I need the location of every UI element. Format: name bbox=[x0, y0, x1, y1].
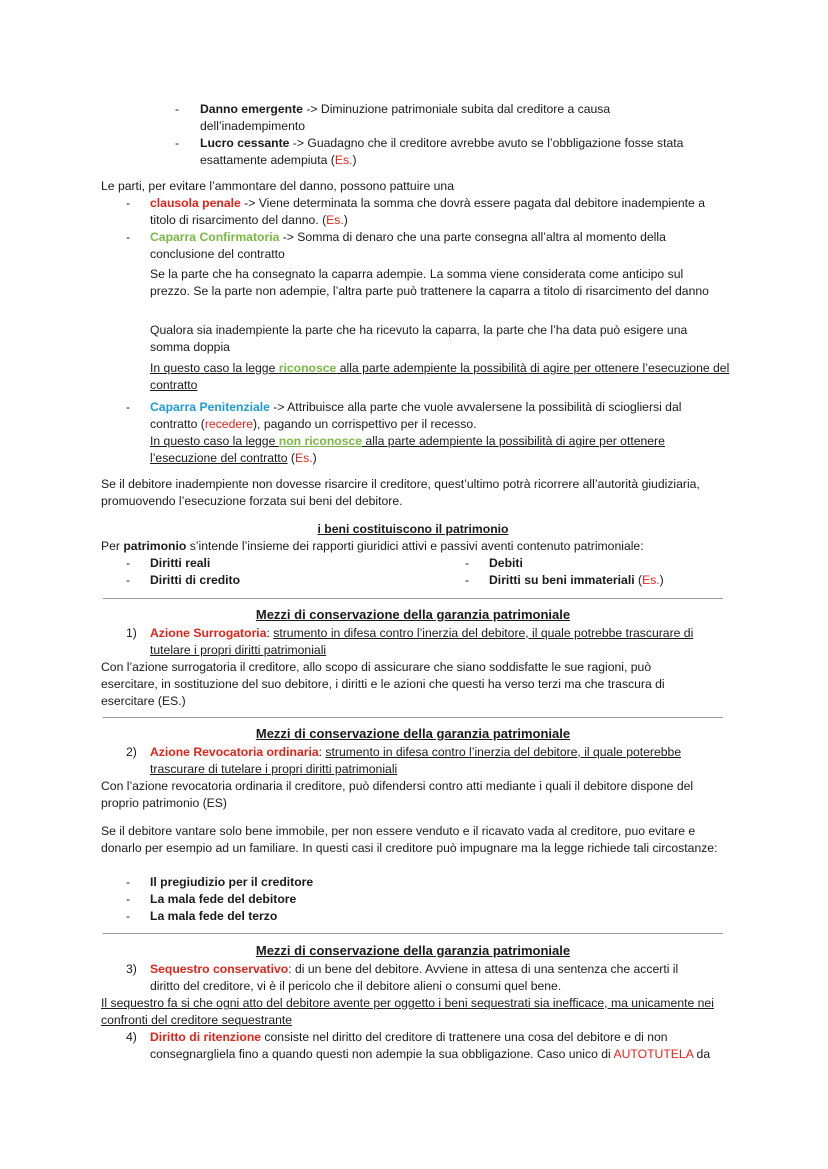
item-number: 2) bbox=[126, 745, 137, 759]
patrimonio-item: Diritti su beni immateriali (Es.) bbox=[489, 573, 664, 587]
lucro-cessante-item: Lucro cessante -> Guadagno che il creditore avrebbe avuto se l’obbligazione fosse stata esattamente adempiuta (Es.) bbox=[200, 136, 684, 167]
item-number: 1) bbox=[126, 626, 137, 640]
caparra-confirmatoria-item bbox=[150, 229, 710, 263]
surrogatoria-paragraph: Con l’azione surrogatoria il creditore, allo scopo di assicurare che siano soddisfatte le sue ragioni, può esercitare, in sostituzione del suo debitore, i diritti e le azioni che questi ha verso terzi ma che trascura di esercitare (ES.) bbox=[101, 660, 665, 708]
item-number: 3) bbox=[126, 962, 137, 976]
beni-heading: i beni costituiscono il patrimonio bbox=[317, 522, 509, 536]
debitore-paragraph: Se il debitore inadempiente non dovesse risarcire il creditore, quest’ultimo potrà ricorrere all’autorità giudiziaria, promuovendo l’esecuzione forzata sui beni del debitore. bbox=[101, 477, 700, 508]
bullet-dash: - bbox=[126, 573, 131, 587]
bullet-dash: - bbox=[126, 556, 131, 570]
danno-emergente-term: Danno emergente bbox=[200, 102, 303, 116]
es-mark: Es. bbox=[295, 451, 313, 465]
revocatoria-paragraph-2: Se il debitore vantare solo bene immobile, per non essere venduto e il ricavato vada al creditore, puo evitare e donarlo per esempio ad un familiare. In questi casi il creditore può impugnare ma la legge richiede tali circostanze: bbox=[101, 824, 718, 855]
divider bbox=[103, 933, 723, 934]
bullet-dash: - bbox=[175, 136, 180, 150]
clausola-penale-term: clausola penale bbox=[150, 196, 241, 210]
bullet-dash: - bbox=[175, 102, 180, 116]
caparra-confirmatoria-term: Caparra Confirmatoria bbox=[150, 230, 280, 244]
bullet-dash: - bbox=[465, 556, 470, 570]
bullet-dash: - bbox=[126, 875, 131, 889]
azione-revocatoria-item: Azione Revocatoria ordinaria: strumento in difesa contro l’inerzia del debitore, il quale poterebbe trascurare di tutelare i propri diritti patrimoniali bbox=[150, 745, 682, 776]
caparra-confirmatoria-p1: Se la parte che ha consegnato la caparra adempie. La somma viene considerata come anticipo sul prezzo. Se la parte non adempie, l’altra parte può trattenere la caparra a titolo di risarcimento del danno bbox=[150, 267, 709, 298]
divider bbox=[103, 598, 723, 599]
bullet-dash: - bbox=[126, 230, 131, 244]
es-mark: Es. bbox=[334, 153, 353, 167]
danno-emergente-item bbox=[200, 101, 700, 135]
azione-surrogatoria-term: Azione Surrogatoria bbox=[150, 626, 267, 640]
sequestro-conservativo-item: Sequestro conservativo: di un bene del debitore. Avviene in attesa di una sentenza che accerti il diritto del creditore, vi è il pericolo che il debitore alieni o consumi quel bene. bbox=[150, 962, 679, 993]
es-mark: Es. bbox=[326, 213, 344, 227]
patrimonio-term: patrimonio bbox=[123, 539, 187, 553]
bullet-dash: - bbox=[126, 196, 131, 210]
patrimonio-item: Diritti di credito bbox=[150, 573, 241, 587]
bullet-dash: - bbox=[126, 400, 131, 414]
recedere-highlight: recedere bbox=[204, 417, 253, 431]
section-heading: Mezzi di conservazione della garanzia patrimoniale bbox=[255, 943, 571, 958]
sequestro-conservativo-term: Sequestro conservativo bbox=[150, 962, 289, 976]
revocatoria-paragraph-1: Con l’azione revocatoria ordinaria il creditore, può difendersi contro atti mediante i quali il debitore dispone del proprio patrimonio (ES) bbox=[101, 779, 694, 810]
section-heading: Mezzi di conservazione della garanzia patrimoniale bbox=[255, 726, 571, 741]
azione-surrogatoria-item: Azione Surrogatoria: strumento in difesa contro l’inerzia del debitore, il quale potrebbe trascurare di tutelare i propri diritti patrimoniali bbox=[150, 626, 694, 657]
azione-revocatoria-term: Azione Revocatoria ordinaria bbox=[150, 745, 319, 759]
bullet-dash: - bbox=[126, 909, 131, 923]
bullet-dash: - bbox=[465, 573, 470, 587]
divider bbox=[103, 717, 723, 718]
autotutela-highlight: AUTOTUTELA bbox=[613, 1047, 694, 1061]
patrimonio-definition: Per patrimonio s’intende l’insieme dei rapporti giuridici attivi e passivi aventi contenuto patrimoniale: bbox=[101, 539, 644, 553]
patrimonio-item: Debiti bbox=[489, 556, 523, 570]
item-number: 4) bbox=[126, 1030, 137, 1044]
es-mark: Es. bbox=[642, 573, 660, 587]
diritto-ritenzione-item: Diritto di ritenzione consiste nel diritto del creditore di trattenere una cosa del debitore e di non consegnargliela fino a quando questi non adempie la sua obbligazione. Caso unico di AUTOTUTELA da bbox=[150, 1030, 711, 1061]
parti-intro: Le parti, per evitare l’ammontare del danno, possono pattuire una bbox=[101, 179, 454, 193]
bullet-dash: - bbox=[126, 892, 131, 906]
clausola-penale-item: clausola penale -> Viene determinata la somma che dovrà essere pagata dal debitore inadempiente a titolo di risarcimento del danno. (Es.) bbox=[150, 196, 705, 227]
caparra-penitenziale-note: In questo caso la legge non riconosce alla parte adempiente la possibilità di agire per ottenere l’esecuzione del contratto (Es.) bbox=[150, 434, 665, 465]
caparra-penitenziale-item: Caparra Penitenziale -> Attribuisce alla parte che vuole avvalersene la possibilità di sciogliersi dal contratto (recedere), pagando un corrispettivo per il recesso. bbox=[150, 400, 682, 431]
circostanza-item: La mala fede del debitore bbox=[150, 892, 297, 906]
diritto-ritenzione-term: Diritto di ritenzione bbox=[150, 1030, 262, 1044]
circostanza-item: La mala fede del terzo bbox=[150, 909, 278, 923]
riconosce-highlight: riconosce bbox=[278, 361, 337, 375]
danno-emergente-text: -> Diminuzione patrimoniale subita dal creditore a causa dell’inadempimento bbox=[200, 102, 611, 133]
caparra-penitenziale-term: Caparra Penitenziale bbox=[150, 400, 270, 414]
caparra-confirmatoria-text: -> Somma di denaro che una parte consegna all’altra al momento della conclusione del contratto bbox=[150, 230, 666, 261]
lucro-cessante-term: Lucro cessante bbox=[200, 136, 290, 150]
caparra-confirmatoria-p3: In questo caso la legge riconosce alla parte adempiente la possibilità di agire per ottenere l’esecuzione del contratto bbox=[150, 361, 730, 392]
non-riconosce-highlight: non riconosce bbox=[278, 434, 363, 448]
clausola-penale-text: -> Viene determinata la somma che dovrà essere pagata dal debitore inadempiente a titolo di risarcimento del danno. ( bbox=[150, 196, 705, 227]
lucro-cessante-text: -> Guadagno che il creditore avrebbe avuto se l’obbligazione fosse stata esattamente adempiuta ( bbox=[200, 136, 684, 167]
patrimonio-item: Diritti reali bbox=[150, 556, 211, 570]
circostanza-item: Il pregiudizio per il creditore bbox=[150, 875, 314, 889]
section-heading: Mezzi di conservazione della garanzia patrimoniale bbox=[255, 607, 571, 622]
caparra-confirmatoria-p2: Qualora sia inadempiente la parte che ha ricevuto la caparra, la parte che l’ha data può esigere una somma doppia bbox=[150, 323, 688, 354]
sequestro-paragraph: Il sequestro fa si che ogni atto del debitore avente per oggetto i beni sequestrati sia inefficace, ma unicamente nei confronti del creditore sequestrante bbox=[101, 996, 714, 1027]
